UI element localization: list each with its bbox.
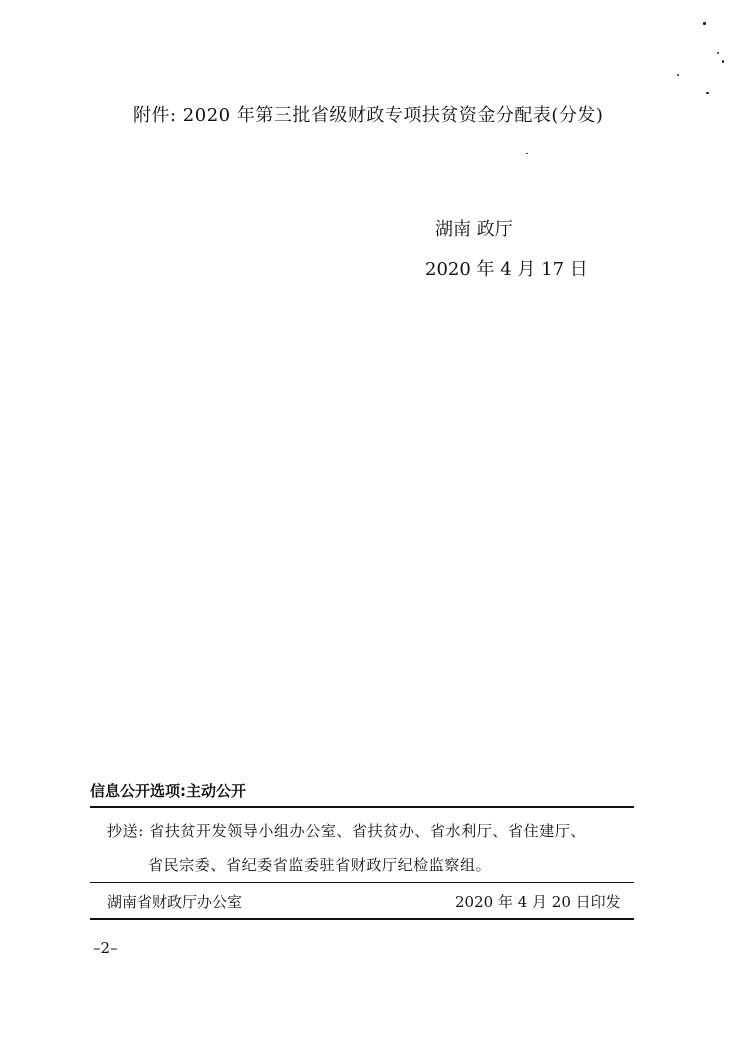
print-date: 2020 年 4 月 20 日印发 [455, 893, 621, 911]
speck [722, 60, 724, 63]
attachment-title: 附件: 2020 年第三批省级财政专项扶贫资金分配表(分发) [133, 105, 604, 126]
cc-recipients-line-1: 抄送: 省扶贫开发领导小组办公室、省扶贫办、省水利厅、省住建厅、 [107, 822, 587, 840]
divider-middle [90, 882, 634, 883]
speck [677, 74, 679, 76]
divider-top [90, 806, 634, 808]
speck [526, 153, 528, 154]
disclosure-option: 信息公开选项:主动公开 [90, 782, 246, 800]
divider-bottom [90, 918, 634, 920]
speck [717, 52, 719, 54]
issuing-office: 湖南省财政厅办公室 [107, 893, 243, 911]
cc-recipients-line-2: 省民宗委、省纪委省监委驻省财政厅纪检监察组。 [148, 856, 492, 874]
issue-date: 2020 年 4 月 17 日 [425, 259, 588, 280]
page-number: –2– [93, 939, 118, 957]
speck [706, 92, 709, 94]
issuer-name: 湖南 政厅 [435, 219, 513, 240]
speck [703, 22, 706, 25]
